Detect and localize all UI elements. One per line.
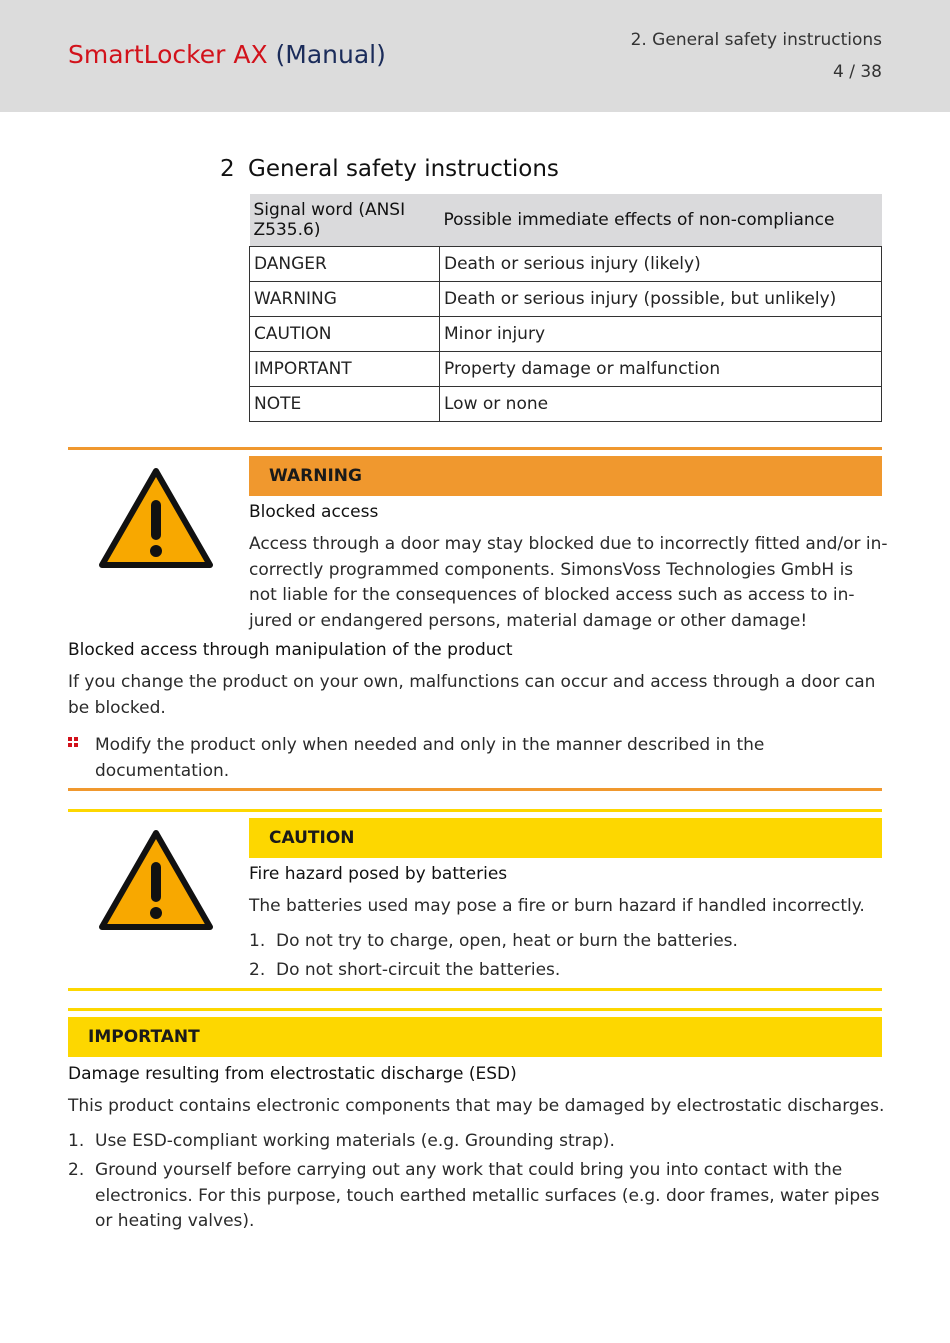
caution-top-rule (68, 809, 882, 812)
important-top-rule (68, 1008, 882, 1011)
list-text: Ground yourself before carrying out any work that could bring you into contact with the (95, 1160, 843, 1180)
text-line: jured or endangered persons, material damage or other damage! (249, 610, 808, 631)
section-title: General safety instructions (248, 156, 559, 182)
brand-title (68, 40, 386, 69)
caution-banner: CAUTION (249, 818, 882, 858)
table-row (250, 316, 882, 351)
list-number: 1. (68, 1131, 85, 1151)
manipulation-title: Blocked access through manipulation of the product (68, 640, 513, 660)
text-line: Modify the product only when needed and only in the manner described in the (95, 735, 765, 755)
text-line: not liable for the consequences of blocked access such as access to in- (249, 585, 855, 605)
table-row (250, 281, 882, 316)
text-line: If you change the product on your own, malfunctions can occur and access through a door can (68, 672, 876, 692)
table-cell: Death or serious injury (possible, but unlikely) (440, 281, 882, 316)
header-section-title: 2. General safety instructions (630, 30, 882, 50)
table-cell: Minor injury (440, 316, 882, 351)
page-header (0, 0, 950, 112)
warning-text (249, 532, 888, 634)
table-row (250, 386, 882, 421)
list-item (249, 958, 882, 984)
table-header-cell: Possible immediate effects of non-compliance (440, 194, 882, 246)
header-page-number: 4 / 38 (833, 62, 882, 82)
caution-title: Fire hazard posed by batteries (249, 864, 508, 884)
list-text: Do not short-circuit the batteries. (276, 960, 561, 980)
table-cell: CAUTION (250, 316, 440, 351)
table-cell: Property damage or malfunction (440, 351, 882, 386)
warning-bottom-rule (68, 788, 882, 791)
signal-word-table (249, 194, 882, 422)
table-row (250, 351, 882, 386)
list-text: or heating valves). (95, 1211, 255, 1231)
section-number: 2 (220, 156, 235, 182)
table-cell: IMPORTANT (250, 351, 440, 386)
list-number: 2. (249, 960, 266, 980)
page-title (220, 156, 559, 182)
list-item (68, 1158, 882, 1236)
list-number: 2. (68, 1160, 85, 1180)
important-text: This product contains electronic components that may be damaged by electrostatic discharges. (68, 1096, 885, 1116)
text-line: correctly programmed components. SimonsVoss Technologies GmbH is (249, 559, 854, 580)
list-text: Do not try to charge, open, heat or burn the batteries. (276, 931, 738, 951)
caution-triangle-icon (98, 829, 214, 931)
table-cell: WARNING (250, 281, 440, 316)
brand-suffix: (Manual) (275, 40, 386, 69)
caution-bottom-rule (68, 988, 882, 991)
table-row (250, 246, 882, 281)
list-item (68, 1129, 882, 1155)
table-cell: NOTE (250, 386, 440, 421)
table-header-cell: Signal word (ANSI Z535.6) (250, 194, 440, 246)
manipulation-text (68, 670, 875, 721)
list-item (249, 929, 882, 955)
brand-name: SmartLocker AX (68, 40, 268, 69)
important-title: Damage resulting from electrostatic discharge (ESD) (68, 1064, 517, 1084)
list-text: Use ESD-compliant working materials (e.g. Grounding strap). (95, 1131, 615, 1151)
warning-triangle-icon (98, 467, 214, 569)
list-text: electronics. For this purpose, touch earthed metallic surfaces (e.g. door frames, water pipes (95, 1185, 880, 1206)
text-line: be blocked. (68, 697, 166, 718)
list-item (68, 733, 882, 785)
table-header-row (250, 194, 882, 246)
caution-text: The batteries used may pose a fire or burn hazard if handled incorrectly. (249, 896, 865, 916)
important-banner: IMPORTANT (68, 1017, 882, 1057)
warning-banner: WARNING (249, 456, 882, 496)
list-number: 1. (249, 931, 266, 951)
warning-top-rule (68, 447, 882, 450)
table-cell: Death or serious injury (likely) (440, 246, 882, 281)
bullet-icon (68, 737, 79, 748)
warning-title: Blocked access (249, 502, 379, 522)
text-line: documentation. (95, 760, 230, 781)
text-line: Access through a door may stay blocked due to incorrectly fitted and/or in- (249, 534, 888, 554)
table-cell: Low or none (440, 386, 882, 421)
table-cell: DANGER (250, 246, 440, 281)
